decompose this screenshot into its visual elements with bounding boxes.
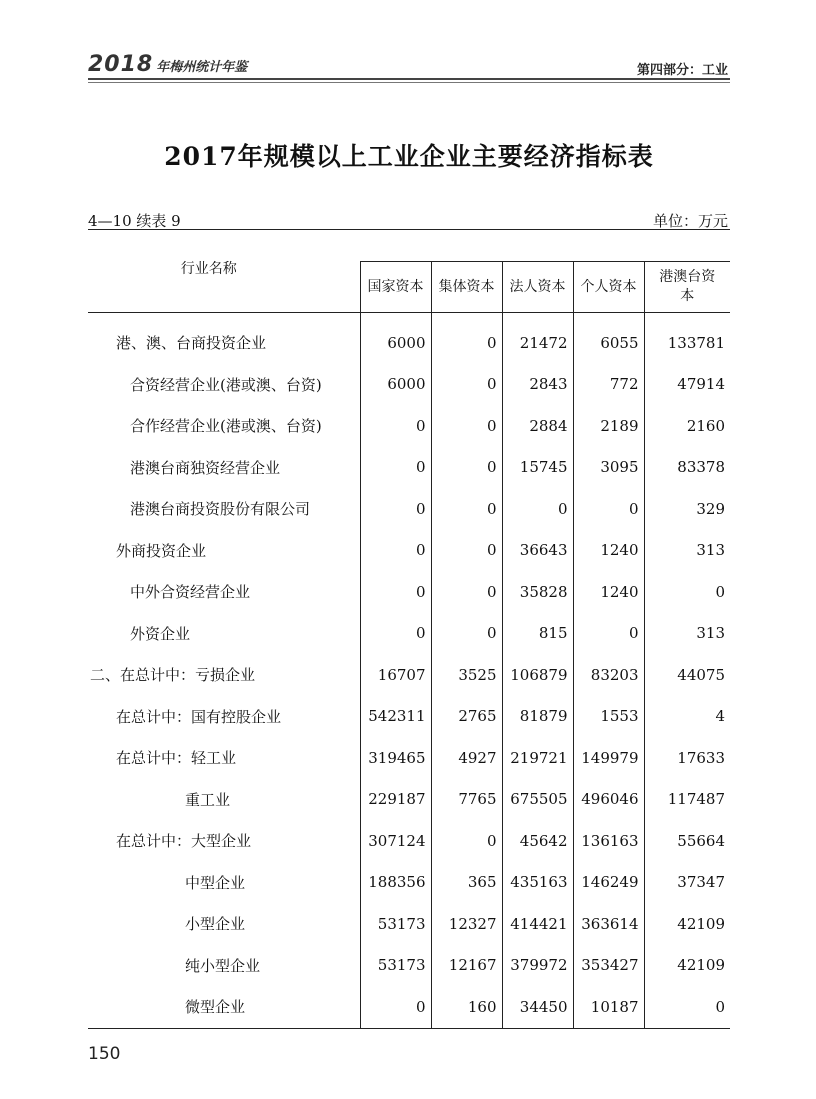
header-rule	[88, 78, 730, 80]
cell-value: 21472	[502, 322, 573, 364]
cell-value: 379972	[502, 945, 573, 987]
cell-value: 4	[644, 696, 730, 738]
cell-value: 6055	[573, 322, 644, 364]
table-row	[88, 696, 730, 738]
table-row	[88, 986, 730, 1028]
cell-value: 136163	[573, 820, 644, 862]
cell-value: 815	[502, 613, 573, 655]
cell-value: 219721	[502, 737, 573, 779]
industry-name-header: 行业名称	[88, 230, 360, 313]
cell-value: 313	[644, 530, 730, 572]
cell-value: 0	[431, 488, 502, 530]
cell-value: 0	[360, 447, 431, 489]
cell-value: 3095	[573, 447, 644, 489]
cell-value: 0	[573, 613, 644, 655]
cell-value: 329	[644, 488, 730, 530]
cell-value: 117487	[644, 779, 730, 821]
cell-value: 3525	[431, 654, 502, 696]
cell-value: 42109	[644, 945, 730, 987]
cell-value: 0	[644, 986, 730, 1028]
row-label: 二、在总计中：亏损企业	[90, 666, 256, 685]
cell-value: 47914	[644, 364, 730, 406]
cell-value: 42109	[644, 903, 730, 945]
column-header	[644, 262, 730, 313]
cell-value: 6000	[360, 322, 431, 364]
cell-value: 0	[360, 571, 431, 613]
cell-value: 133781	[644, 322, 730, 364]
cell-value: 0	[431, 364, 502, 406]
cell-value: 2765	[431, 696, 502, 738]
cell-value: 10187	[573, 986, 644, 1028]
row-label: 外商投资企业	[116, 541, 207, 560]
table-row	[88, 488, 730, 530]
table-row	[88, 405, 730, 447]
cell-value: 2189	[573, 405, 644, 447]
yearbook-name: 年梅州统计年鉴	[156, 60, 248, 75]
column-header: 法人资本	[502, 262, 573, 313]
cell-value: 0	[502, 488, 573, 530]
cell-value: 0	[573, 488, 644, 530]
row-label: 在总计中：大型企业	[116, 832, 252, 851]
cell-value: 106879	[502, 654, 573, 696]
header-rule-thin	[88, 82, 730, 83]
cell-value: 53173	[360, 945, 431, 987]
cell-value: 37347	[644, 862, 730, 904]
table-row	[88, 613, 730, 655]
yearbook-header	[88, 52, 247, 77]
table-row	[88, 779, 730, 821]
table-row	[88, 945, 730, 987]
section-label: 第四部分：工业	[636, 63, 728, 78]
row-label: 中外合资经营企业	[130, 583, 251, 602]
table-row	[88, 571, 730, 613]
cell-value: 0	[360, 613, 431, 655]
column-header-text: 港澳台资本	[659, 269, 716, 304]
cell-value: 81879	[502, 696, 573, 738]
cell-value: 36643	[502, 530, 573, 572]
cell-value: 7765	[431, 779, 502, 821]
cell-value: 16707	[360, 654, 431, 696]
cell-value: 4927	[431, 737, 502, 779]
cell-value: 44075	[644, 654, 730, 696]
table-row	[88, 447, 730, 489]
row-label: 港、澳、台商投资企业	[116, 334, 267, 353]
cell-value: 365	[431, 862, 502, 904]
cell-value: 34450	[502, 986, 573, 1028]
row-label: 合资经营企业(港或澳、台资)	[130, 375, 322, 394]
row-label: 中型企业	[185, 873, 246, 892]
cell-value: 0	[431, 613, 502, 655]
table-row	[88, 654, 730, 696]
cell-value: 1553	[573, 696, 644, 738]
page-number: 150	[88, 1044, 121, 1064]
cell-value: 0	[431, 820, 502, 862]
cell-value: 542311	[360, 696, 431, 738]
cell-value: 675505	[502, 779, 573, 821]
cell-value: 363614	[573, 903, 644, 945]
cell-value: 55664	[644, 820, 730, 862]
table-body	[88, 313, 730, 1029]
cell-value: 6000	[360, 364, 431, 406]
cell-value: 435163	[502, 862, 573, 904]
row-label: 重工业	[185, 790, 231, 809]
cell-value: 35828	[502, 571, 573, 613]
cell-value: 0	[431, 571, 502, 613]
table-row	[88, 862, 730, 904]
column-header: 国家资本	[360, 262, 431, 313]
cell-value: 12327	[431, 903, 502, 945]
cell-value: 313	[644, 613, 730, 655]
cell-value: 2843	[502, 364, 573, 406]
cell-value: 0	[431, 322, 502, 364]
cell-value: 83203	[573, 654, 644, 696]
table-row	[88, 820, 730, 862]
row-label: 小型企业	[185, 915, 246, 934]
cell-value: 496046	[573, 779, 644, 821]
table-row	[88, 364, 730, 406]
cell-value: 0	[360, 530, 431, 572]
cell-value: 83378	[644, 447, 730, 489]
row-label: 在总计中：轻工业	[116, 749, 237, 768]
cell-value: 53173	[360, 903, 431, 945]
cell-value: 0	[360, 405, 431, 447]
cell-value: 307124	[360, 820, 431, 862]
cell-value: 0	[644, 571, 730, 613]
table-row	[88, 737, 730, 779]
cell-value: 2884	[502, 405, 573, 447]
cell-value: 1240	[573, 571, 644, 613]
cell-value: 0	[431, 405, 502, 447]
cell-value: 2160	[644, 405, 730, 447]
column-header: 个人资本	[573, 262, 644, 313]
column-header: 集体资本	[431, 262, 502, 313]
cell-value: 0	[431, 447, 502, 489]
cell-value: 12167	[431, 945, 502, 987]
table-number: 4—10 续表 9	[88, 212, 181, 230]
cell-value: 160	[431, 986, 502, 1028]
cell-value: 149979	[573, 737, 644, 779]
page-title: 2017年规模以上工业企业主要经济指标表	[164, 142, 654, 171]
unit-label: 单位：万元	[652, 212, 728, 230]
yearbook-year: 2018	[88, 52, 154, 77]
table-row	[88, 903, 730, 945]
cell-value: 0	[431, 530, 502, 572]
cell-value: 414421	[502, 903, 573, 945]
cell-value: 772	[573, 364, 644, 406]
row-label: 港澳台商独资经营企业	[130, 458, 281, 477]
row-label: 微型企业	[88, 986, 360, 1028]
cell-value: 146249	[573, 862, 644, 904]
cell-value: 15745	[502, 447, 573, 489]
table-row	[88, 530, 730, 572]
cell-value: 319465	[360, 737, 431, 779]
cell-value: 0	[360, 488, 431, 530]
cell-value: 188356	[360, 862, 431, 904]
row-label: 纯小型企业	[185, 956, 261, 975]
table-row	[88, 322, 730, 364]
row-label: 在总计中：国有控股企业	[116, 707, 282, 726]
cell-value: 1240	[573, 530, 644, 572]
cell-value: 229187	[360, 779, 431, 821]
indicator-table	[88, 229, 730, 1029]
cell-value: 0	[360, 986, 431, 1028]
row-label: 外资企业	[130, 624, 191, 643]
cell-value: 17633	[644, 737, 730, 779]
row-label: 港澳台商投资股份有限公司	[130, 500, 311, 519]
row-label: 合作经营企业(港或澳、台资)	[130, 417, 322, 436]
cell-value: 353427	[573, 945, 644, 987]
cell-value: 45642	[502, 820, 573, 862]
